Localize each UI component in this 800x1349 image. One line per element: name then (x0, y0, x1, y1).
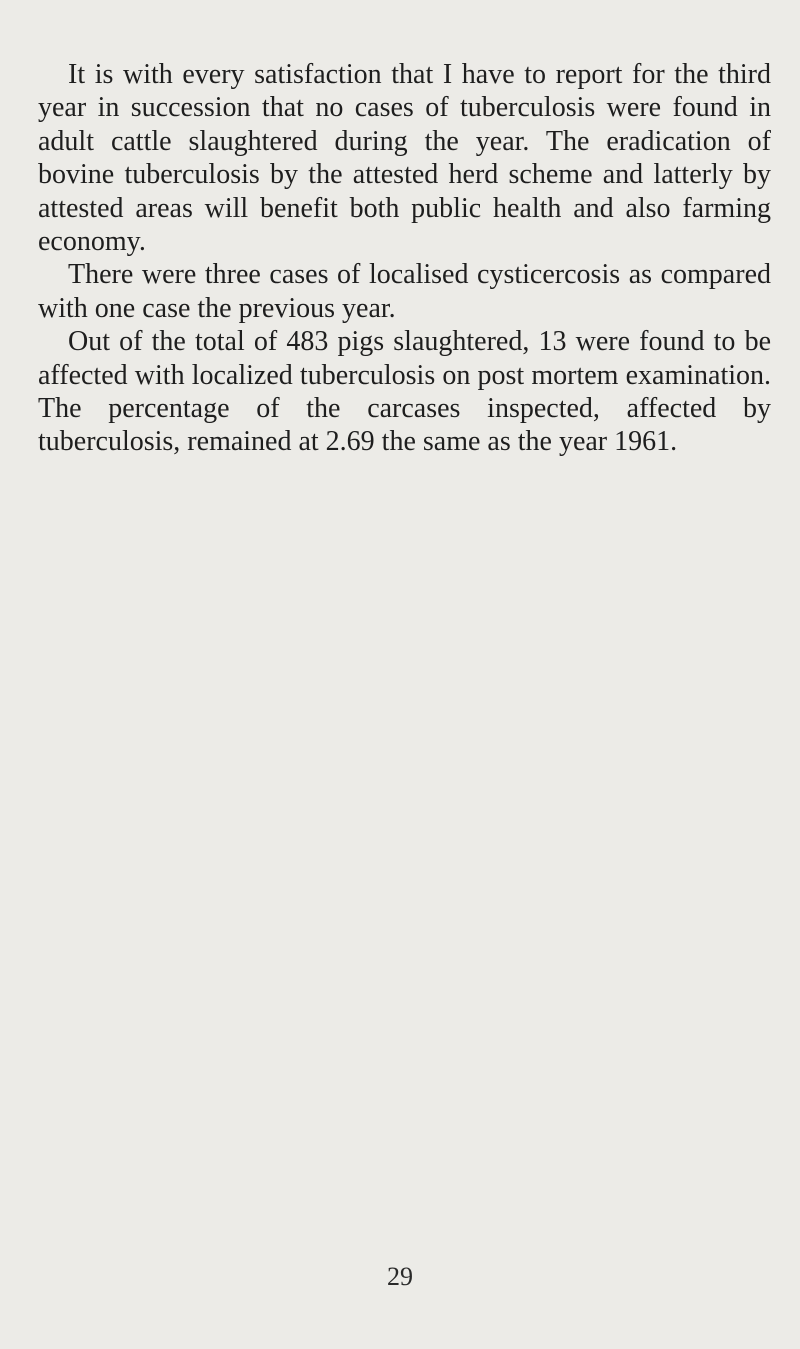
body-text (38, 58, 771, 459)
paragraph-tuberculosis-cattle: It is with every satisfaction that I have to report for the third year in succession that no cases of tuberculosis were found in adult cattle slaughtered during the year. The eradication of bovine tuberculosis by the attested herd scheme and latterly by attested areas will benefit both public health and also farming economy. (38, 59, 771, 258)
paragraph-pigs-tuberculosis: Out of the total of 483 pigs slaughtered, 13 were found to be affected with localized tuberculosis on post mortem examination. The percentage of the carcases inspected, affected by tuberculosis, remained at 2.69 the same as the year 1961. (38, 326, 771, 458)
page-number: 29 (387, 1262, 413, 1291)
paragraph-cysticercosis: There were three cases of localised cysticercosis as compared with one case the previous year. (38, 259, 771, 324)
